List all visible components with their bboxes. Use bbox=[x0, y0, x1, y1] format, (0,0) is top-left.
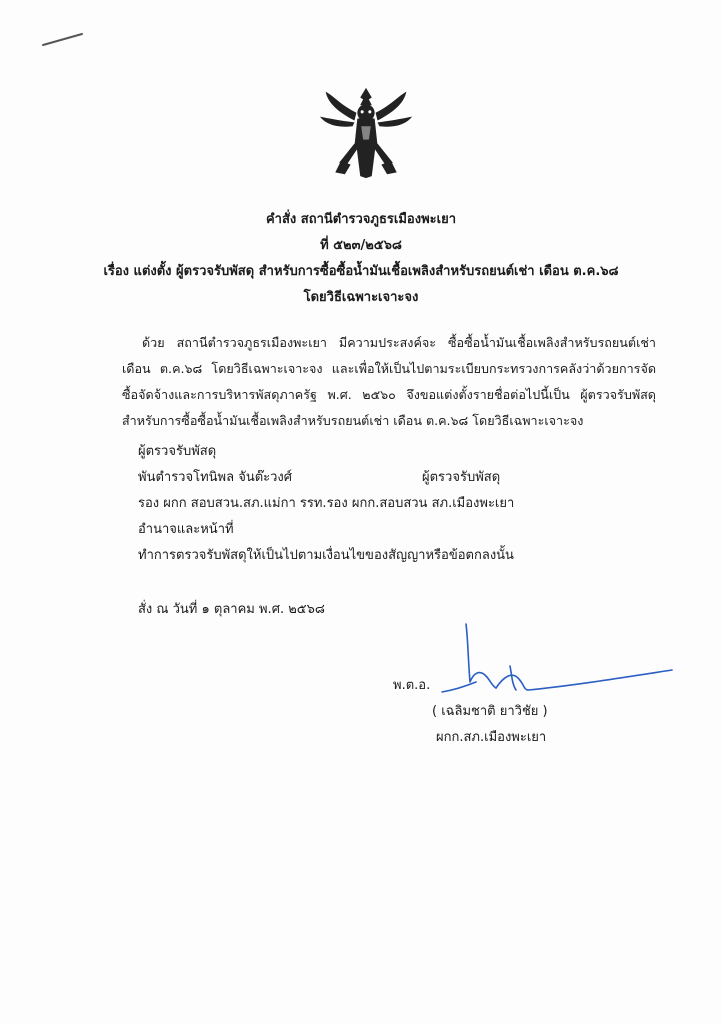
order-number: ที่ ๕๒๓/๒๕๖๘ bbox=[320, 238, 402, 253]
duty-text: ทำการตรวจรับพัสดุให้เป็นไปตามเงื่อนไขของสัญญาหรือข้อตกลงนั้น bbox=[138, 548, 514, 563]
signer-rank: พ.ต.อ. bbox=[393, 678, 431, 693]
subject-line-2: โดยวิธีเฉพาะเจาะจง bbox=[303, 290, 419, 305]
garuda-emblem-icon bbox=[318, 84, 414, 180]
order-title: คำสั่ง สถานีตำรวจภูธรเมืองพะเยา bbox=[265, 212, 456, 227]
committee-heading: ผู้ตรวจรับพัสดุ bbox=[138, 444, 217, 459]
committee-member-position: รอง ผกก สอบสวน.สภ.แม่กา รรท.รอง ผกก.สอบสวน สภ.เมืองพะเยา bbox=[138, 496, 515, 511]
body-paragraph-text: ด้วย สถานีตำรวจภูธรเมืองพะเยา มีความประสงค์จะ ซื้อซื้อน้ำมันเชื้อเพลิงสำหรับรถยนต์เช่า เดือน ต.ค.๖๘ โดยวิธีเฉพาะเจาะจง และเพื่อให้เป็นไปตามระเบียบกระทรวงการคลังว่าด้วยการจัดซื้อจัดจ้างและการบริหารพัสดุภาครัฐ พ.ศ. ๒๕๖๐ จึงขอแต่งตั้งรายชื่อต่อไปนี้เป็น ผู้ตรวจรับพัสดุ สำหรับการซื้อซื้อน้ำมันเชื้อเพลิงสำหรับรถยนต์เช่า เดือน ต.ค.๖๘ โดยวิธีเฉพาะเจาะจง bbox=[122, 335, 656, 428]
committee-member-name: พันตำรวจโทนิพล จันต๊ะวงศ์ bbox=[138, 470, 293, 485]
pen-stroke-mark bbox=[40, 30, 90, 50]
duty-heading: อำนาจและหน้าที่ bbox=[138, 522, 234, 537]
signer-name: ( เฉลิมชาติ ยาวิชัย ) bbox=[432, 704, 548, 719]
signature-scribble bbox=[420, 620, 680, 710]
committee-member-role: ผู้ตรวจรับพัสดุ bbox=[422, 470, 501, 485]
subject-line-1: เรื่อง แต่งตั้ง ผู้ตรวจรับพัสดุ สำหรับการซื้อซื้อน้ำมันเชื้อเพลิงสำหรับรถยนต์เช่า เดือน ต.ค.๖๘ bbox=[103, 264, 619, 279]
body-paragraph bbox=[122, 330, 656, 434]
signer-title: ผกก.สภ.เมืองพะเยา bbox=[436, 730, 547, 745]
order-date: สั่ง ณ วันที่ ๑ ตุลาคม พ.ศ. ๒๕๖๘ bbox=[138, 602, 325, 617]
